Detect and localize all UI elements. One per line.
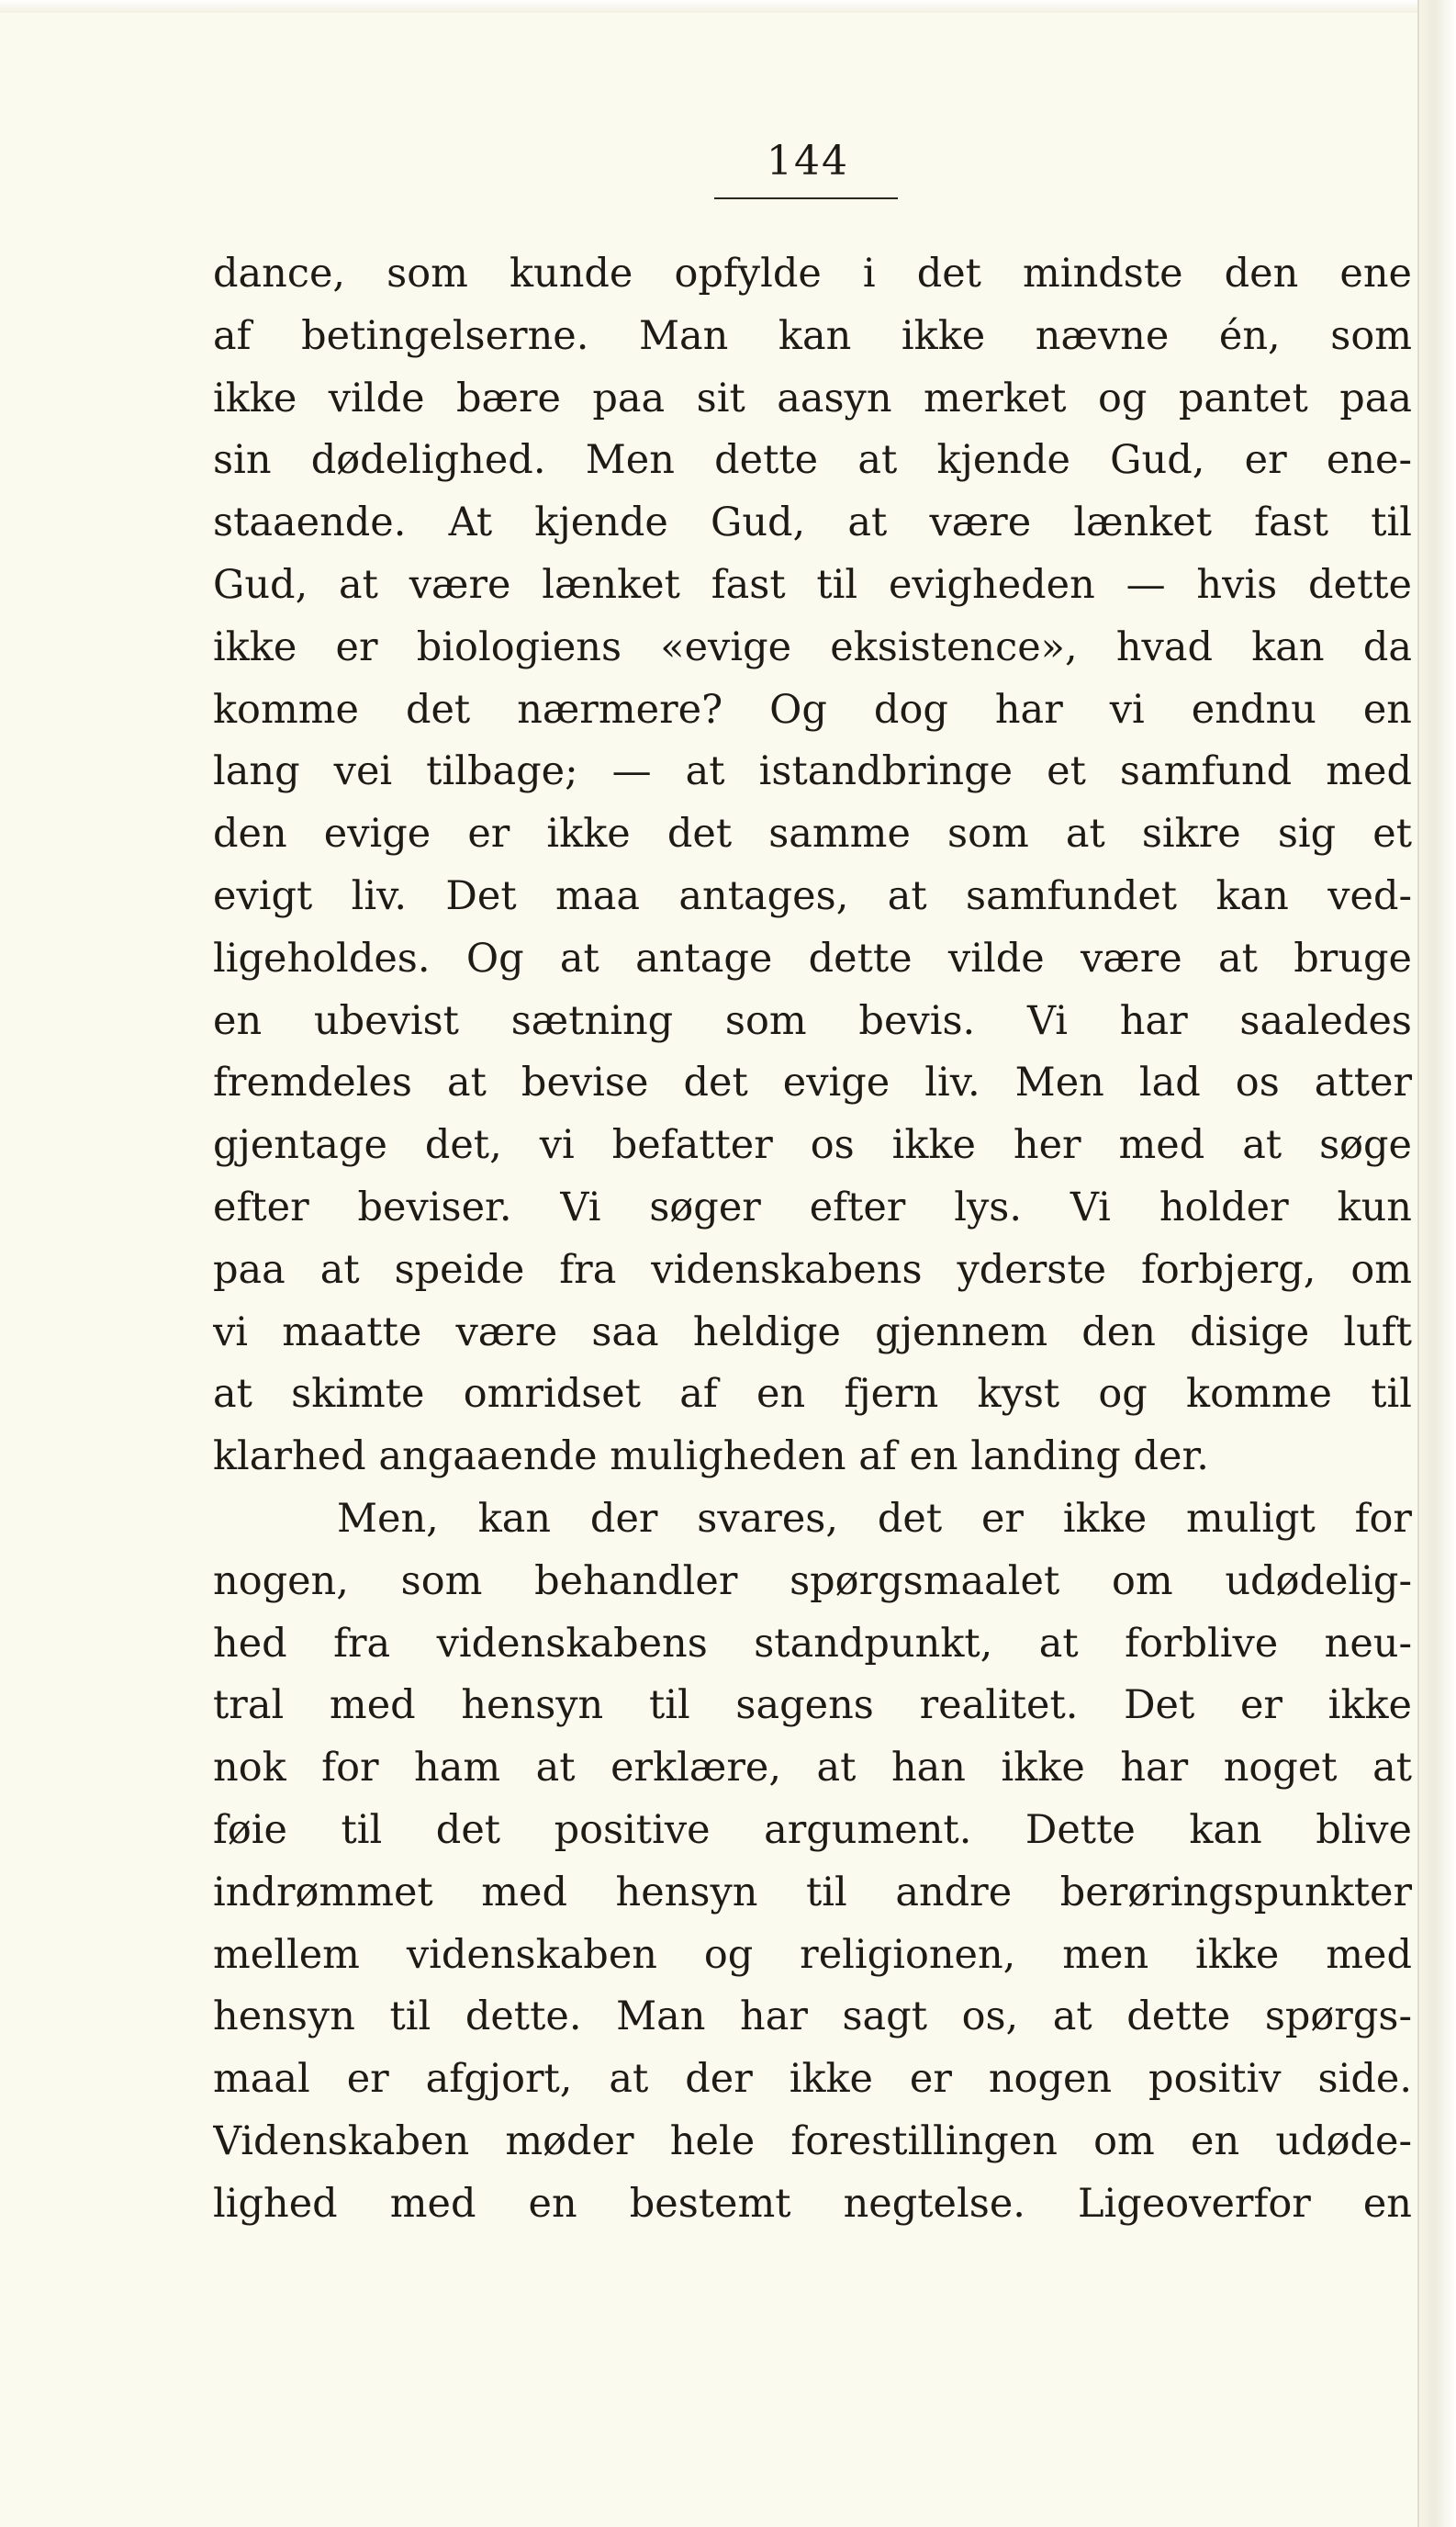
text-line: den evige er ikke det samme som at sikre sig et [213, 811, 1412, 858]
text-line: maal er afgjort, at der ikke er nogen positiv side. [213, 2056, 1412, 2103]
text-line: Videnskaben møder hele forestillingen om en udøde- [213, 2117, 1412, 2164]
text-line: staaende. At kjende Gud, at være lænket fast til [213, 500, 1412, 546]
text-line: en ubevist sætning som bevis. Vi har saaledes [213, 997, 1412, 1044]
text-line: sin dødelighed. Men dette at kjende Gud, er ene- [213, 437, 1412, 484]
text-line: paa at speide fra videnskabens yderste forbjerg, om [213, 1246, 1412, 1293]
text-line: Men, kan der svares, det er ikke muligt for [337, 1495, 1412, 1542]
text-line: klarhed angaaende muligheden af en landing der. [213, 1433, 1209, 1480]
page-top-edge [0, 0, 1456, 13]
text-line: hensyn til dette. Man har sagt os, at dette spørgs- [213, 1994, 1412, 2040]
body-text [213, 243, 1412, 2236]
page-number: 144 [767, 138, 849, 185]
text-line: lighed med en bestemt negtelse. Ligeoverfor en [213, 2180, 1412, 2227]
text-line: komme det nærmere? Og dog har vi endnu en [213, 686, 1412, 733]
text-line: indrømmet med hensyn til andre berøringspunkter [213, 1869, 1412, 1915]
text-line: dance, som kunde opfylde i det mindste den ene [213, 251, 1412, 297]
text-line: ligeholdes. Og at antage dette vilde være at bruge [213, 935, 1412, 982]
text-line: lang vei tilbage; — at istandbringe et samfund med [213, 748, 1412, 795]
text-line: efter beviser. Vi søger efter lys. Vi holder kun [213, 1184, 1412, 1230]
text-line: føie til det positive argument. Dette kan blive [213, 1806, 1412, 1853]
text-line: mellem videnskaben og religionen, men ikke med [213, 1931, 1412, 1978]
page-right-edge [1417, 0, 1456, 2527]
text-line: fremdeles at bevise det evige liv. Men lad os atter [213, 1060, 1412, 1106]
text-line: gjentage det, vi befatter os ikke her med at søge [213, 1122, 1412, 1169]
text-line: evigt liv. Det maa antages, at samfundet kan ved- [213, 872, 1412, 919]
text-line: vi maatte være saa heldige gjennem den disige luft [213, 1308, 1412, 1355]
text-line: at skimte omridset af en fjern kyst og komme til [213, 1371, 1412, 1418]
text-line: af betingelserne. Man kan ikke nævne én, som [213, 312, 1412, 359]
text-line: Gud, at være lænket fast til evigheden — hvis dette [213, 561, 1412, 608]
text-line: hed fra videnskabens standpunkt, at forblive neu- [213, 1620, 1412, 1667]
text-line: nok for ham at erklære, at han ikke har noget at [213, 1745, 1412, 1791]
page-number-rule [714, 197, 898, 199]
text-line: ikke er biologiens «evige eksistence», hvad kan da [213, 623, 1412, 670]
text-line: ikke vilde bære paa sit aasyn merket og pantet paa [213, 375, 1412, 421]
text-line: nogen, som behandler spørgsmaalet om udødelig- [213, 1557, 1412, 1604]
text-line: tral med hensyn til sagens realitet. Det er ikke [213, 1682, 1412, 1729]
